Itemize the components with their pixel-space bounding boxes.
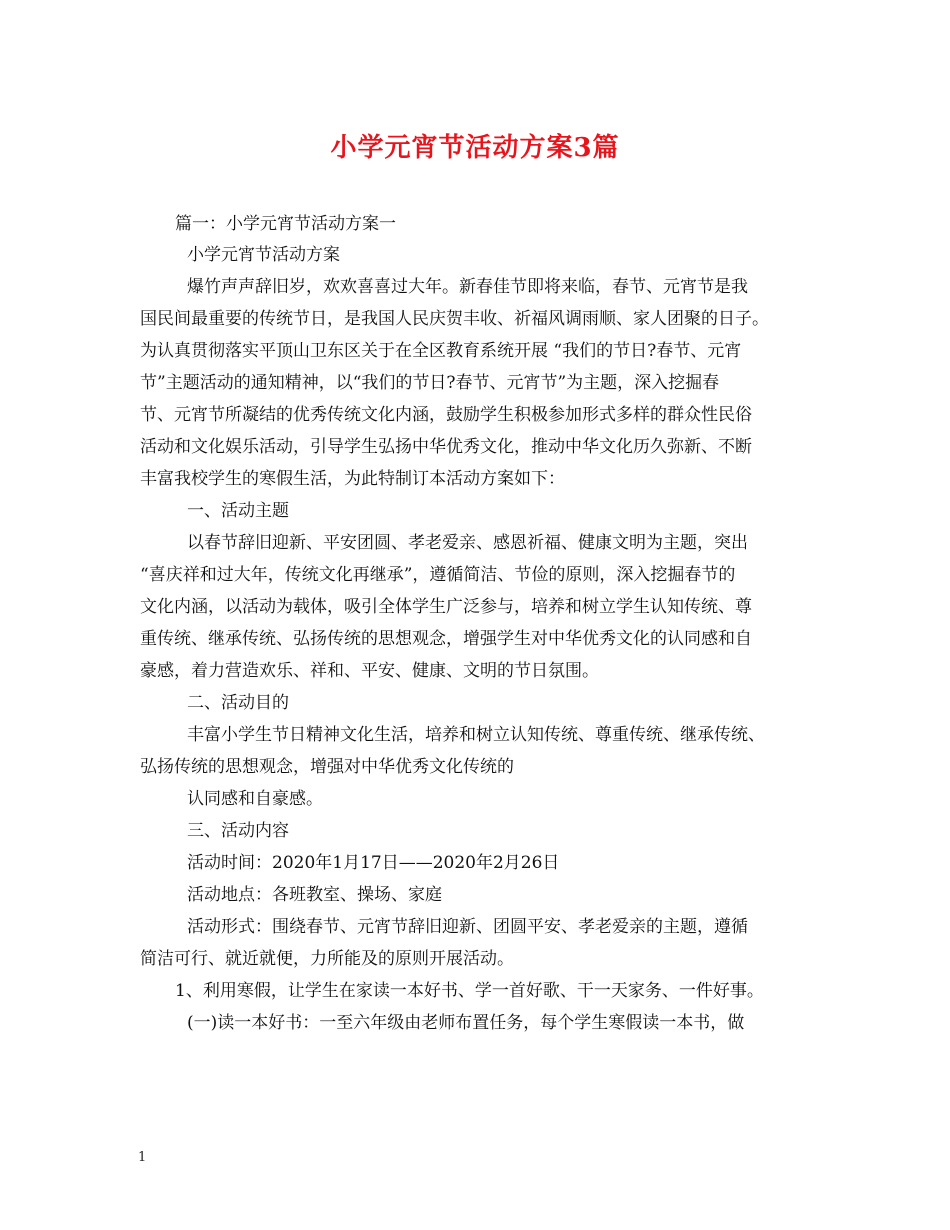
- text-line: 丰富我校学生的寒假生活，为此特制订本活动方案如下：: [140, 469, 565, 489]
- text-line: 1、利用寒假，让学生在家读一本好书、学一首好歌、干一天家务、一件好事。: [175, 981, 764, 1001]
- text-line: 为认真贯彻落实平顶山卫东区关于在全区教育系统开展 “我们的节日?春节、元宵: [140, 341, 742, 361]
- text-line: 简洁可行、就近就便，力所能及的原则开展活动。: [140, 949, 514, 969]
- text-line: (一)读一本好书：一至六年级由老师布置任务，每个学生寒假读一本书，做: [187, 1013, 745, 1033]
- text-line: 文化内涵，以活动为载体，吸引全体学生广泛参与，培养和树立学生认知传统、尊: [140, 597, 752, 617]
- text-line: 活动形式：围绕春节、元宵节辞旧迎新、团圆平安、孝老爱亲的主题，遵循: [187, 917, 748, 937]
- page-number: 1: [138, 1150, 147, 1165]
- text-line: “喜庆祥和过大年，传统文化再继承”，遵循简洁、节俭的原则，深入挖掘春节的: [140, 565, 736, 585]
- text-line: 豪感，着力营造欢乐、祥和、平安、健康、文明的节日氛围。: [140, 661, 599, 681]
- text-line: 活动时间：2020年1月17日——2020年2月26日: [187, 853, 560, 873]
- document-title: 小学元宵节活动方案3篇: [330, 133, 620, 163]
- section-heading: 二、活动目的: [187, 693, 289, 713]
- text-line: 小学元宵节活动方案: [187, 245, 340, 265]
- section-heading: 一、活动主题: [187, 501, 289, 521]
- section-heading: 三、活动内容: [187, 821, 289, 841]
- text-line: 节”主题活动的通知精神，以“我们的节日?春节、元宵节”为主题，深入挖掘春: [140, 373, 720, 393]
- text-line: 国民间最重要的传统节日，是我国人民庆贺丰收、祈福风调雨顺、家人团聚的日子。: [140, 309, 769, 329]
- text-line: 弘扬传统的思想观念，增强对中华优秀文化传统的: [140, 757, 514, 777]
- text-line: 重传统、继承传统、弘扬传统的思想观念，增强学生对中华优秀文化的认同感和自: [140, 629, 752, 649]
- text-line: 认同感和自豪感。: [187, 789, 323, 809]
- text-line: 篇一：小学元宵节活动方案一: [175, 214, 396, 234]
- text-line: 爆竹声声辞旧岁，欢欢喜喜过大年。新春佳节即将来临，春节、元宵节是我: [187, 277, 748, 297]
- text-line: 活动地点：各班教室、操场、家庭: [187, 885, 442, 905]
- text-line: 丰富小学生节日精神文化生活，培养和树立认知传统、尊重传统、继承传统、: [187, 725, 765, 745]
- text-line: 以春节辞旧迎新、平安团圆、孝老爱亲、感恩祈福、健康文明为主题，突出: [187, 533, 748, 553]
- text-line: 节、元宵节所凝结的优秀传统文化内涵，鼓励学生积极参加形式多样的群众性民俗: [140, 405, 752, 425]
- text-line: 活动和文化娱乐活动，引导学生弘扬中华优秀文化，推动中华文化历久弥新、不断: [140, 437, 752, 457]
